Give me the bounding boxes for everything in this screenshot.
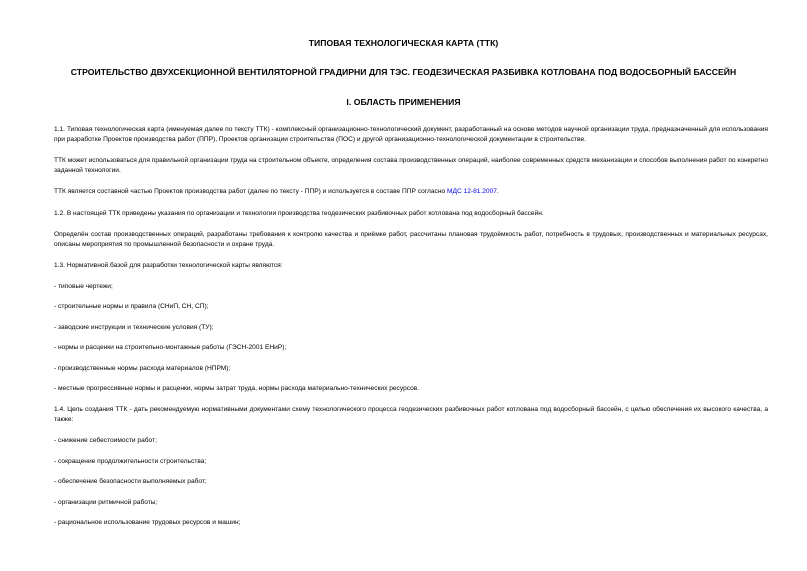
paragraph-text: 1.1. Типовая технологическая карта (именуемая далее по тексту ТТК) - комплексный организационно-технологический документ, разработанный на основе методов научной организации труда, предназначенный для использования при разработке Проектов производства работ (ППР), Проектов организации строительства (ПОС) и другой организационно-технологической документации в строительстве. <box>54 126 768 143</box>
paragraph-text: ТТК может использоваться для правильной организации труда на строительном объекте, определения состава производственных операций, наиболее современных средств механизации и способов выполнения работ по конкретно заданной технологии. <box>54 157 768 174</box>
paragraph-text: 1.2. В настоящей ТТК приведены указания по организации и технологии производства геодезических разбивочных работ котлована под водосборный бассейн. <box>54 210 544 217</box>
paragraph-1-3 <box>54 261 768 271</box>
document-title: ТИПОВАЯ ТЕХНОЛОГИЧЕСКАЯ КАРТА (ТТК) <box>308 38 499 48</box>
list-item: - строительные нормы и правила (СНиП, СН, СП); <box>54 303 209 310</box>
list-item: - организации ритмичной работы; <box>54 499 158 506</box>
list-item: - сокращение продолжительности строительства; <box>54 458 207 465</box>
paragraph-text: ТТК является составной частью Проектов производства работ (далее по тексту - ППР) и используется в составе ППР согласно <box>54 188 447 195</box>
paragraph-text: . <box>496 188 499 195</box>
section-title: I. ОБЛАСТЬ ПРИМЕНЕНИЯ <box>346 97 461 107</box>
list-item: - заводские инструкции и технические условия (ТУ); <box>54 324 214 331</box>
list-item: - типовые чертежи; <box>54 283 113 290</box>
list-item: - нормы и расценки на строительно-монтажные работы (ГЭСН-2001 ЕНиР); <box>54 344 287 351</box>
paragraph-1-2 <box>54 209 768 219</box>
mds-link[interactable]: МДС 12-81.2007 <box>446 188 497 195</box>
paragraph-text: 1.4. Цель создания ТТК - дать рекомендуемую нормативными документами схему технологического процесса геодезических разбивочных работ котлована под водосборный бассейн, с целью обеспечения их высокого качества, а также: <box>54 406 768 423</box>
list-item: - снижение себестоимости работ; <box>54 437 157 444</box>
paragraph-text: Определён состав производственных операций, разработаны требования к контролю качества и приёмке работ, рассчитаны плановая трудоёмкость работ, потребность в трудовых, производственных и материальных ресурсах, описаны мероприятия по промышленной безопасности и охране труда. <box>54 231 768 248</box>
list-item: - производственные нормы расхода материалов (НПРМ); <box>54 365 231 372</box>
list-item: - обеспечение безопасности выполняемых работ; <box>54 478 207 485</box>
list-item: - местные прогрессивные нормы и расценки, нормы затрат труда, нормы расхода материально-технических ресурсов. <box>54 385 420 392</box>
paragraph-1-1 <box>54 125 768 145</box>
paragraph-operations <box>54 230 768 250</box>
list-item: - рациональное использование трудовых ресурсов и машин; <box>54 519 241 526</box>
paragraph-1-4 <box>54 405 768 425</box>
document-subtitle: СТРОИТЕЛЬСТВО ДВУХСЕКЦИОННОЙ ВЕНТИЛЯТОРНОЙ ГРАДИРНИ ДЛЯ ТЭС. ГЕОДЕЗИЧЕСКАЯ РАЗБИВКА КОТЛОВАНА ПОД ВОДОСБОРНЫЙ БАССЕЙН <box>70 67 737 77</box>
paragraph-ttk-part-of-ppr <box>54 187 768 197</box>
paragraph-text: 1.3. Нормативной базой для разработки технологической карты являются: <box>54 262 283 269</box>
paragraph-ttk-usage <box>54 156 768 176</box>
